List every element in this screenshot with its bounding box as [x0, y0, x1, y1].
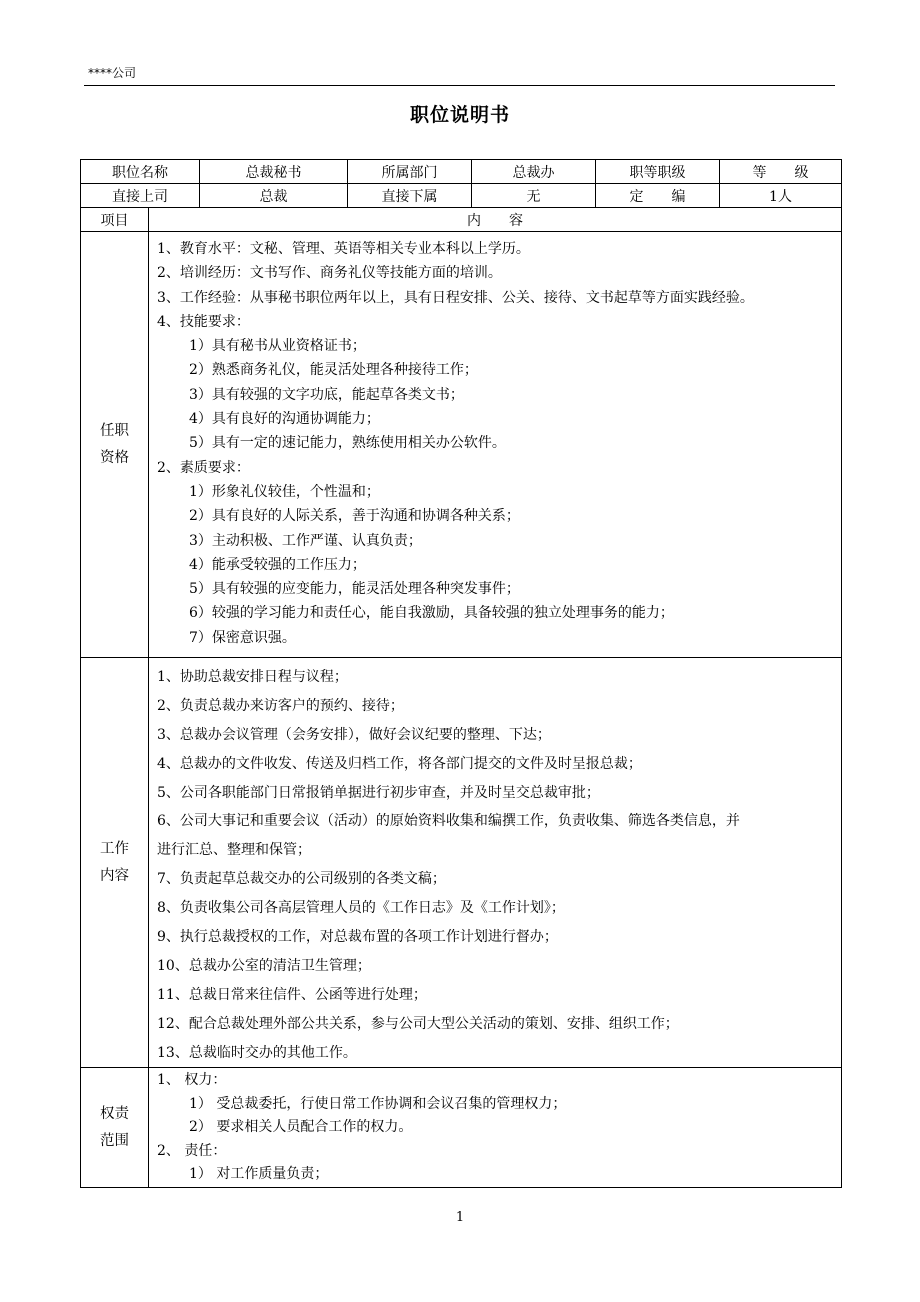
document-title: 职位说明书: [409, 104, 510, 126]
list-item: 7、负责起草总裁交办的公司级别的各类文稿；: [157, 871, 446, 888]
section-content: [149, 1068, 842, 1188]
label-grade: 职等职级: [596, 160, 720, 184]
list-item: 1、协助总裁安排日程与议程；: [157, 669, 348, 685]
list-item: 2、 责任：: [157, 1142, 227, 1159]
list-item: 1）具有秘书从业资格证书；: [189, 338, 366, 355]
column-header-content: 内 容: [149, 208, 842, 232]
label-direct-subordinates: 直接下属: [348, 184, 472, 208]
list-item: 1、 权力：: [157, 1072, 227, 1089]
value-position-name: 总裁秘书: [200, 160, 348, 184]
value-department: 总裁办: [472, 160, 596, 184]
list-item: 12、配合总裁处理外部公共关系，参与公司大型公关活动的策划、安排、组织工作；: [157, 1015, 679, 1032]
list-item: 2）具有良好的人际关系，善于沟通和协调各种关系；: [189, 508, 520, 525]
list-item: 6、公司大事记和重要会议（活动）的原始资料收集和编撰工作，负责收集、筛选各类信息，并: [157, 813, 740, 830]
section-powers: [81, 1068, 842, 1188]
list-item: 1、教育水平：文秘、管理、英语等相关专业本科以上学历。: [157, 241, 530, 257]
value-direct-supervisor: 总裁: [200, 184, 348, 208]
page-number: 1: [455, 1210, 465, 1225]
job-description-table: [80, 159, 842, 1188]
info-row: [81, 160, 842, 184]
section-qualifications: [81, 232, 842, 658]
list-item: 1） 受总裁委托，行使日常工作协调和会议召集的管理权力；: [189, 1095, 567, 1112]
value-headcount: 1人: [720, 184, 842, 208]
label-headcount: 定 编: [596, 184, 720, 208]
list-item: 11、总裁日常来往信件、公函等进行处理；: [157, 986, 427, 1003]
value-grade: 等 级: [720, 160, 842, 184]
column-header-row: [81, 208, 842, 232]
header-divider: [84, 85, 835, 86]
list-item: 4、技能要求：: [157, 313, 250, 330]
section-duties: [81, 658, 842, 1068]
list-item: 3、工作经验：从事秘书职位两年以上，具有日程安排、公关、接待、文书起草等方面实践经验。: [157, 289, 754, 306]
list-item: 1） 对工作质量负责；: [189, 1166, 329, 1183]
header-company-name: ****公司: [88, 66, 137, 80]
list-item: 2、培训经历：文书写作、商务礼仪等技能方面的培训。: [157, 265, 502, 282]
list-item: 8、负责收集公司各高层管理人员的《工作日志》及《工作计划》；: [157, 900, 565, 917]
list-item: 5）具有一定的速记能力，熟练使用相关办公软件。: [189, 435, 506, 452]
section-label: 权责 范围: [81, 1068, 149, 1188]
label-direct-supervisor: 直接上司: [81, 184, 200, 208]
list-item: 4、总裁办的文件收发、传送及归档工作，将各部门提交的文件及时呈报总裁；: [157, 755, 642, 772]
section-label: 工作 内容: [81, 658, 149, 1068]
list-item: 9、执行总裁授权的工作，对总裁布置的各项工作计划进行督办；: [157, 929, 558, 946]
column-header-item: 项目: [81, 208, 149, 232]
label-position-name: 职位名称: [81, 160, 200, 184]
value-direct-subordinates: 无: [472, 184, 596, 208]
label-department: 所属部门: [348, 160, 472, 184]
list-item: 2）熟悉商务礼仪，能灵活处理各种接待工作；: [189, 362, 478, 379]
list-item: 3、总裁办会议管理（会务安排），做好会议纪要的整理、下达；: [157, 726, 551, 743]
list-item-continued: 进行汇总、整理和保管；: [157, 842, 311, 859]
list-item: 3）主动积极、工作严谨、认真负责；: [189, 532, 422, 549]
list-item: 2、负责总裁办来访客户的预约、接待；: [157, 697, 404, 714]
section-label: 任职 资格: [81, 232, 149, 658]
list-item: 6）较强的学习能力和责任心，能自我激励，具备较强的独立处理事务的能力；: [189, 605, 674, 622]
list-item: 5、公司各职能部门日常报销单据进行初步审查，并及时呈交总裁审批；: [157, 784, 600, 801]
list-item: 5）具有较强的应变能力，能灵活处理各种突发事件；: [189, 581, 520, 598]
section-content: [149, 232, 842, 658]
list-item: 4）具有良好的沟通协调能力；: [189, 411, 380, 428]
info-row: [81, 184, 842, 208]
list-item: 1）形象礼仪较佳，个性温和；: [189, 483, 380, 500]
list-item: 7）保密意识强。: [189, 629, 296, 646]
list-item: 13、总裁临时交办的其他工作。: [157, 1044, 357, 1061]
section-content: [149, 658, 842, 1068]
list-item: 2） 要求相关人员配合工作的权力。: [189, 1119, 413, 1136]
list-item: 3）具有较强的文字功底，能起草各类文书；: [189, 386, 464, 403]
list-item: 4）能承受较强的工作压力；: [189, 556, 366, 573]
list-item: 2、素质要求：: [157, 459, 250, 476]
list-item: 10、总裁办公室的清洁卫生管理；: [157, 957, 371, 974]
